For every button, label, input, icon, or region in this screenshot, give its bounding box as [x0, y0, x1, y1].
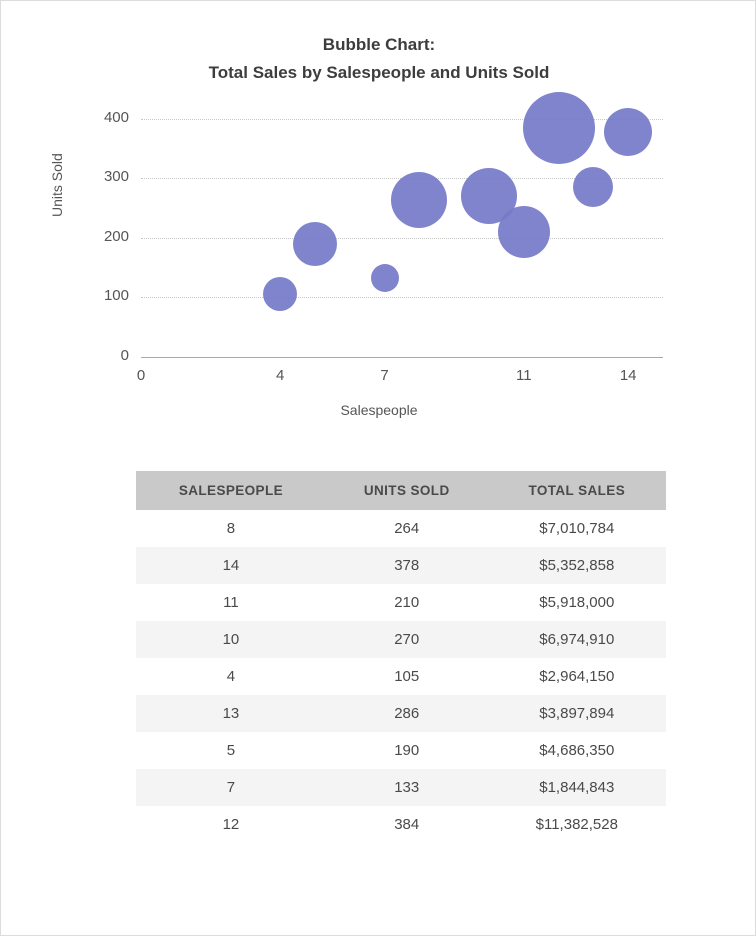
y-tick-label: 400 — [103, 108, 129, 126]
bubble-marker — [371, 264, 399, 292]
x-tick-label: 14 — [619, 367, 637, 384]
cell-total-sales: $5,352,858 — [539, 557, 615, 574]
cell-total-sales: $2,964,150 — [539, 668, 615, 685]
y-tick-label: 0 — [120, 347, 129, 364]
table-row — [136, 658, 666, 695]
x-tick-label: 7 — [380, 367, 389, 384]
cell-total-sales: $4,686,350 — [539, 742, 615, 759]
bubble-chart — [1, 97, 756, 427]
chart-title — [1, 31, 756, 87]
bubble-marker — [573, 167, 613, 207]
cell-units-sold: 105 — [394, 668, 420, 685]
chart-title-line-2: Total Sales by Salespeople and Units Sold — [208, 63, 550, 82]
cell-total-sales: $5,918,000 — [539, 594, 615, 611]
gridline — [141, 238, 663, 239]
bubble-marker — [604, 108, 652, 156]
gridline — [141, 297, 663, 298]
column-header-units-sold: UNITS SOLD — [326, 471, 488, 510]
bubble-marker — [523, 92, 595, 164]
cell-total-sales: $3,897,894 — [539, 705, 615, 722]
cell-salespeople: 5 — [226, 742, 236, 759]
cell-salespeople: 7 — [226, 779, 236, 796]
cell-salespeople: 13 — [222, 705, 240, 722]
table-row — [136, 806, 666, 843]
plot-area — [103, 101, 663, 384]
x-tick-label: 0 — [136, 367, 146, 384]
cell-salespeople: 10 — [222, 631, 240, 648]
cell-units-sold: 190 — [394, 742, 420, 759]
cell-units-sold: 378 — [394, 557, 420, 574]
x-tick-label: 4 — [276, 367, 285, 384]
table-header-row — [136, 471, 666, 510]
cell-salespeople: 12 — [222, 816, 240, 833]
table-row — [136, 547, 666, 584]
cell-units-sold: 286 — [394, 705, 420, 722]
y-tick-label: 200 — [103, 227, 129, 245]
cell-units-sold: 210 — [394, 594, 420, 611]
bubble-marker — [461, 168, 517, 224]
cell-total-sales: $6,974,910 — [539, 631, 615, 648]
cell-units-sold: 264 — [394, 520, 420, 537]
x-axis-line — [141, 357, 663, 358]
cell-salespeople: 11 — [223, 594, 239, 611]
table-row — [136, 695, 666, 732]
bubble-marker — [293, 222, 337, 266]
data-table-container — [136, 471, 666, 843]
cell-salespeople: 14 — [222, 557, 240, 574]
cell-total-sales: $11,382,528 — [535, 816, 618, 833]
cell-units-sold: 133 — [394, 779, 420, 796]
table-row — [136, 732, 666, 769]
x-axis-title: Salespeople — [340, 402, 418, 418]
table-row — [136, 510, 666, 547]
y-tick-label: 300 — [103, 168, 129, 186]
y-tick-label: 100 — [103, 287, 129, 305]
bubble-marker — [391, 172, 447, 228]
data-table — [136, 471, 666, 843]
cell-salespeople: 4 — [226, 668, 236, 685]
cell-units-sold: 270 — [394, 631, 420, 648]
cell-total-sales: $7,010,784 — [539, 520, 615, 537]
column-header-salespeople: SALESPEOPLE — [136, 471, 326, 510]
cell-salespeople: 8 — [226, 520, 236, 537]
table-body — [136, 510, 666, 843]
table-row — [136, 584, 666, 621]
cell-units-sold: 384 — [394, 816, 420, 833]
column-header-total-sales: TOTAL SALES — [488, 471, 666, 510]
cell-total-sales: $1,844,843 — [539, 779, 615, 796]
y-axis-title: Units Sold — [49, 153, 65, 217]
table-row — [136, 769, 666, 806]
x-tick-label: 11 — [516, 367, 532, 384]
chart-title-line-1: Bubble Chart: — [322, 35, 436, 54]
table-row — [136, 621, 666, 658]
bubble-marker — [263, 277, 297, 311]
